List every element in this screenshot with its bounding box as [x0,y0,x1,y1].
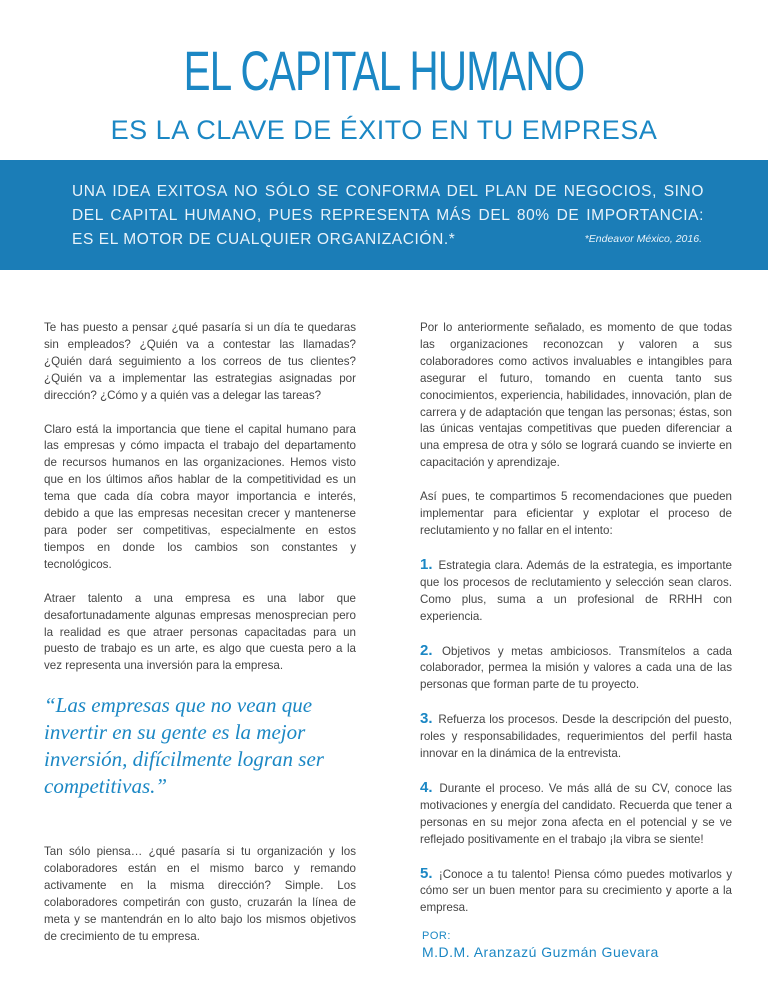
author-name: M.D.M. Aranzazú Guzmán Guevara [422,944,659,960]
recommendation-item [420,643,732,695]
recommendation-item [420,711,732,763]
paragraph: Tan sólo piensa… ¿qué pasaría si tu organización y los colaboradores están en el mismo barco y remando activamente en la misma dirección? Simple. Los colaboradores competirán con gusto, cruzarán la línea de meta y se mantendrán en lo alto bajo los mismos objetivos de crecimiento de tu empresa. [44,845,356,943]
item-number: 3. [420,710,433,728]
paragraph: Atraer talento a una empresa es una labor que desafortunadamente algunas empresas menosprecian pero la realidad es que atraer personas capacitadas para un puesto de trabajo es un arte, es algo que cuesta pero a la vez representa una inversión para la empresa. [44,591,356,673]
pull-quote: “Las empresas que no vean que invertir en su gente es la mejor inversión, difícilmente logran ser competitivas.” [44,693,324,799]
item-number: 2. [420,641,433,659]
recommendation-item [420,557,732,626]
item-number: 4. [420,778,433,796]
author-block [422,930,659,960]
right-column [420,320,732,934]
intro-banner [0,160,768,270]
paragraph: Te has puesto a pensar ¿qué pasaría si un día te quedaras sin empleados? ¿Quién va a contestar las llamadas? ¿Quién dará seguimiento a los correos de tus clientes? ¿Quién va a implementar las estrategias asignadas por dirección? ¿Cómo y a quién vas a delegar las tareas? [44,321,356,402]
item-text: Estrategia clara. Además de la estrategia, es importante que los procesos de reclutamiento y selección sean claros. Como plus, suma a un profesional de RRHH con experiencia. [420,558,732,623]
author-by: POR: [422,930,451,942]
page-subtitle: ES LA CLAVE DE ÉXITO EN TU EMPRESA [110,115,658,145]
recommendation-item [420,866,732,918]
item-text: Durante el proceso. Ve más allá de su CV, conoce las motivaciones y energía del candidato. Recuerda que tener a personas en su mejor zona afecta en el potencial y se ve reflejado positivamente en el trabajo ¡la vibra se siente! [420,781,732,846]
paragraph: Por lo anteriormente señalado, es momento de que todas las organizaciones reconozcan y valoren a sus colaboradores como activos invaluables e intangibles para asegurar el futuro, tomando en cuenta tanto sus conocimientos, experiencia, habilidades, innovación, plan de carrera y de adaptación que tengan las personas; éstas, son las únicas ventajas competitivas que pueden diferenciar a una empresa de otra y sólo se logrará cuando se invierte en capacitación y aprendizaje. [420,321,732,470]
paragraph: Claro está la importancia que tiene el capital humano para las empresas y cómo impacta el trabajo del departamento de recursos humanos en las organizaciones. Hemos visto que en los últimos años hablar de la competitividad es un tema que cada día cobra mayor importancia e interés, debido a que las empresas necesitan crecer y mantenerse para poder ser competitivas, especialmente en estos tiempos en donde los cambios son constantes y tecnológicos. [44,422,356,571]
item-text: Objetivos y metas ambiciosos. Transmítelos a cada colaborador, permea la misión y valores a cada una de las personas que forman parte de tu proyecto. [420,644,732,692]
item-number: 1. [420,555,433,573]
item-number: 5. [420,864,433,882]
page-title: EL CAPITAL HUMANO [183,39,585,102]
item-text: Refuerza los procesos. Desde la descripción del puesto, roles y responsabilidades, requerimientos del perfil hasta innovar en la dinámica de la entrevista. [420,713,732,761]
item-text: ¡Conoce a tu talento! Piensa cómo puedes motivarlos y cómo ser un buen mentor para su crecimiento y aporte a la empresa. [420,867,732,915]
banner-text: UNA IDEA EXITOSA NO SÓLO SE CONFORMA DEL PLAN DE NEGOCIOS, SINO DEL CAPITAL HUMANO, PUES REPRESENTA MÁS DEL 80% DE IMPORTANCIA: ES EL MOTOR DE CUALQUIER ORGANIZACIÓN.* [72,183,704,248]
paragraph: Así pues, te compartimos 5 recomendaciones que pueden implementar para eficientar y explotar el proceso de reclutamiento y no fallar en el intento: [420,490,732,537]
banner-source: *Endeavor México, 2016. [584,233,702,245]
recommendation-item [420,780,732,849]
left-column [44,320,356,963]
